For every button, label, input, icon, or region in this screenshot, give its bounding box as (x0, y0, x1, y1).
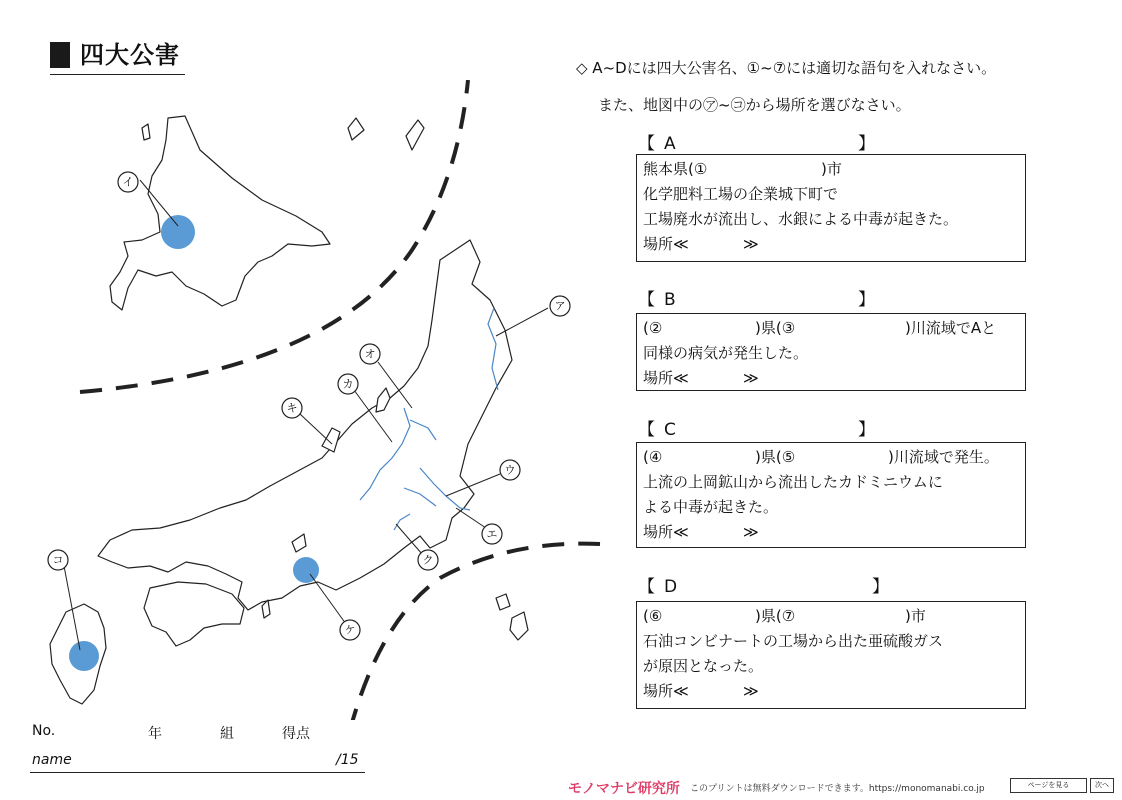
label-o-text: オ (364, 347, 376, 361)
view-page-button[interactable]: ページを見る (1010, 778, 1087, 793)
section-c-line-3: よる中毒が起きた。 (643, 498, 779, 516)
brand-logo[interactable]: モノマナビ研究所 (568, 781, 680, 797)
japan-map (0, 80, 620, 720)
section-d-header (638, 576, 888, 598)
instruction-line-2: また、地図中の㋐~㋙から場所を選びなさい。 (598, 96, 911, 114)
section-d-line-1-b: )県(⑦ (755, 607, 796, 625)
section-c-location-close: ≫ (743, 523, 759, 541)
label-u (500, 460, 520, 480)
section-d-line-1-c: )市 (905, 607, 926, 625)
section-a-line-1-b: )市 (821, 160, 842, 178)
section-d-line-3: が原因となった。 (643, 657, 764, 675)
page-title: 四大公害 (80, 41, 180, 69)
footer-class: 組 (220, 726, 234, 742)
section-d-line-2: 石油コンビナートの工場から出た亜硫酸ガス (643, 632, 944, 650)
label-ka (338, 374, 358, 394)
section-a-box (636, 154, 1026, 262)
marker-hokkaido (161, 215, 195, 249)
footer-total: /15 (336, 752, 359, 768)
honshu-shape (98, 240, 512, 610)
section-c-close-bracket: 】 (858, 420, 875, 440)
label-ki-text: キ (286, 401, 298, 415)
label-o (360, 344, 380, 364)
label-e-text: エ (486, 527, 498, 541)
section-c-line-1-c: )川流域で発生。 (888, 448, 999, 466)
hokkaido-shape (110, 116, 330, 310)
label-e (482, 524, 502, 544)
section-b-close-bracket: 】 (858, 290, 875, 310)
footer-no: No. (32, 723, 56, 739)
label-ki (282, 398, 302, 418)
section-b-box (636, 313, 1026, 391)
section-d-location (643, 679, 1019, 704)
next-button[interactable]: 次へ (1090, 778, 1114, 793)
section-c-box (636, 442, 1026, 548)
label-a (550, 296, 570, 316)
section-a-open-bracket: 【 (638, 134, 655, 154)
section-c-location (643, 520, 1019, 545)
section-d-box (636, 601, 1026, 709)
section-b-line-1-b: )県(③ (755, 319, 796, 337)
section-c-header (638, 419, 878, 441)
label-u-text: ウ (504, 463, 516, 477)
section-b-location-open: 場所≪ (643, 369, 689, 387)
page-title-block (50, 40, 185, 75)
section-c-letter: C (664, 420, 676, 440)
section-b-letter: B (664, 290, 676, 310)
footer-score: 得点 (282, 726, 310, 742)
section-a-header (638, 133, 878, 155)
section-b-line-1-c: )川流域でAと (905, 319, 997, 337)
title-square-icon (50, 42, 70, 68)
section-a-line-3: 工場廃水が流出し、水銀による中毒が起きた。 (643, 210, 959, 228)
section-b-header (638, 289, 878, 311)
instruction-line-1: ◇ A~Dには四大公害名、①~⑦には適切な語句を入れなさい。 (576, 59, 997, 77)
marker-yokkaichi (293, 557, 319, 583)
section-c-location-open: 場所≪ (643, 523, 689, 541)
section-a-location (643, 232, 1019, 257)
label-ko-text: コ (52, 553, 64, 567)
section-a-location-open: 場所≪ (643, 235, 689, 253)
marker-minamata (69, 641, 99, 671)
label-ku-text: ク (422, 553, 434, 567)
section-c-open-bracket: 【 (638, 420, 655, 440)
section-b-open-bracket: 【 (638, 290, 655, 310)
section-b-line-1-a: (② (643, 319, 663, 337)
section-d-line-1-a: (⑥ (643, 607, 663, 625)
label-i-text: イ (122, 175, 134, 189)
section-a-letter: A (664, 134, 676, 154)
section-d-location-close: ≫ (743, 682, 759, 700)
section-d-open-bracket: 【 (638, 577, 655, 597)
section-a-line-2: 化学肥料工場の企業城下町で (643, 185, 839, 203)
section-c-line-1-a: (④ (643, 448, 663, 466)
label-ke (340, 620, 360, 640)
footer-divider (30, 772, 365, 773)
section-b-location (643, 366, 1019, 391)
section-a-location-close: ≫ (743, 235, 759, 253)
section-d-line-1 (643, 604, 1019, 629)
section-a-close-bracket: 】 (858, 134, 875, 154)
section-b-line-1 (643, 316, 1019, 341)
section-b-line-2: 同様の病気が発生した。 (643, 344, 809, 362)
section-b-location-close: ≫ (743, 369, 759, 387)
footer-name: name (32, 752, 72, 768)
section-c-line-1-b: )県(⑤ (755, 448, 796, 466)
shikoku-shape (144, 582, 244, 646)
section-d-location-open: 場所≪ (643, 682, 689, 700)
label-ke-text: ケ (344, 623, 356, 637)
brand-note: このプリントは無料ダウンロードできます。https://monomanabi.co.jp (690, 784, 985, 794)
section-c-line-1 (643, 445, 1019, 470)
label-a-text: ア (554, 299, 566, 313)
section-a-line-1-a: 熊本県(① (643, 160, 708, 178)
section-a-line-1 (643, 157, 1019, 182)
label-ko (48, 550, 68, 570)
footer-year: 年 (148, 726, 162, 742)
label-i (118, 172, 138, 192)
section-d-letter: D (664, 577, 678, 597)
label-ka-text: カ (342, 377, 354, 391)
section-d-close-bracket: 】 (872, 577, 889, 597)
label-ku (418, 550, 438, 570)
section-c-line-2: 上流の上岡鉱山から流出したカドミニウムに (643, 473, 943, 491)
